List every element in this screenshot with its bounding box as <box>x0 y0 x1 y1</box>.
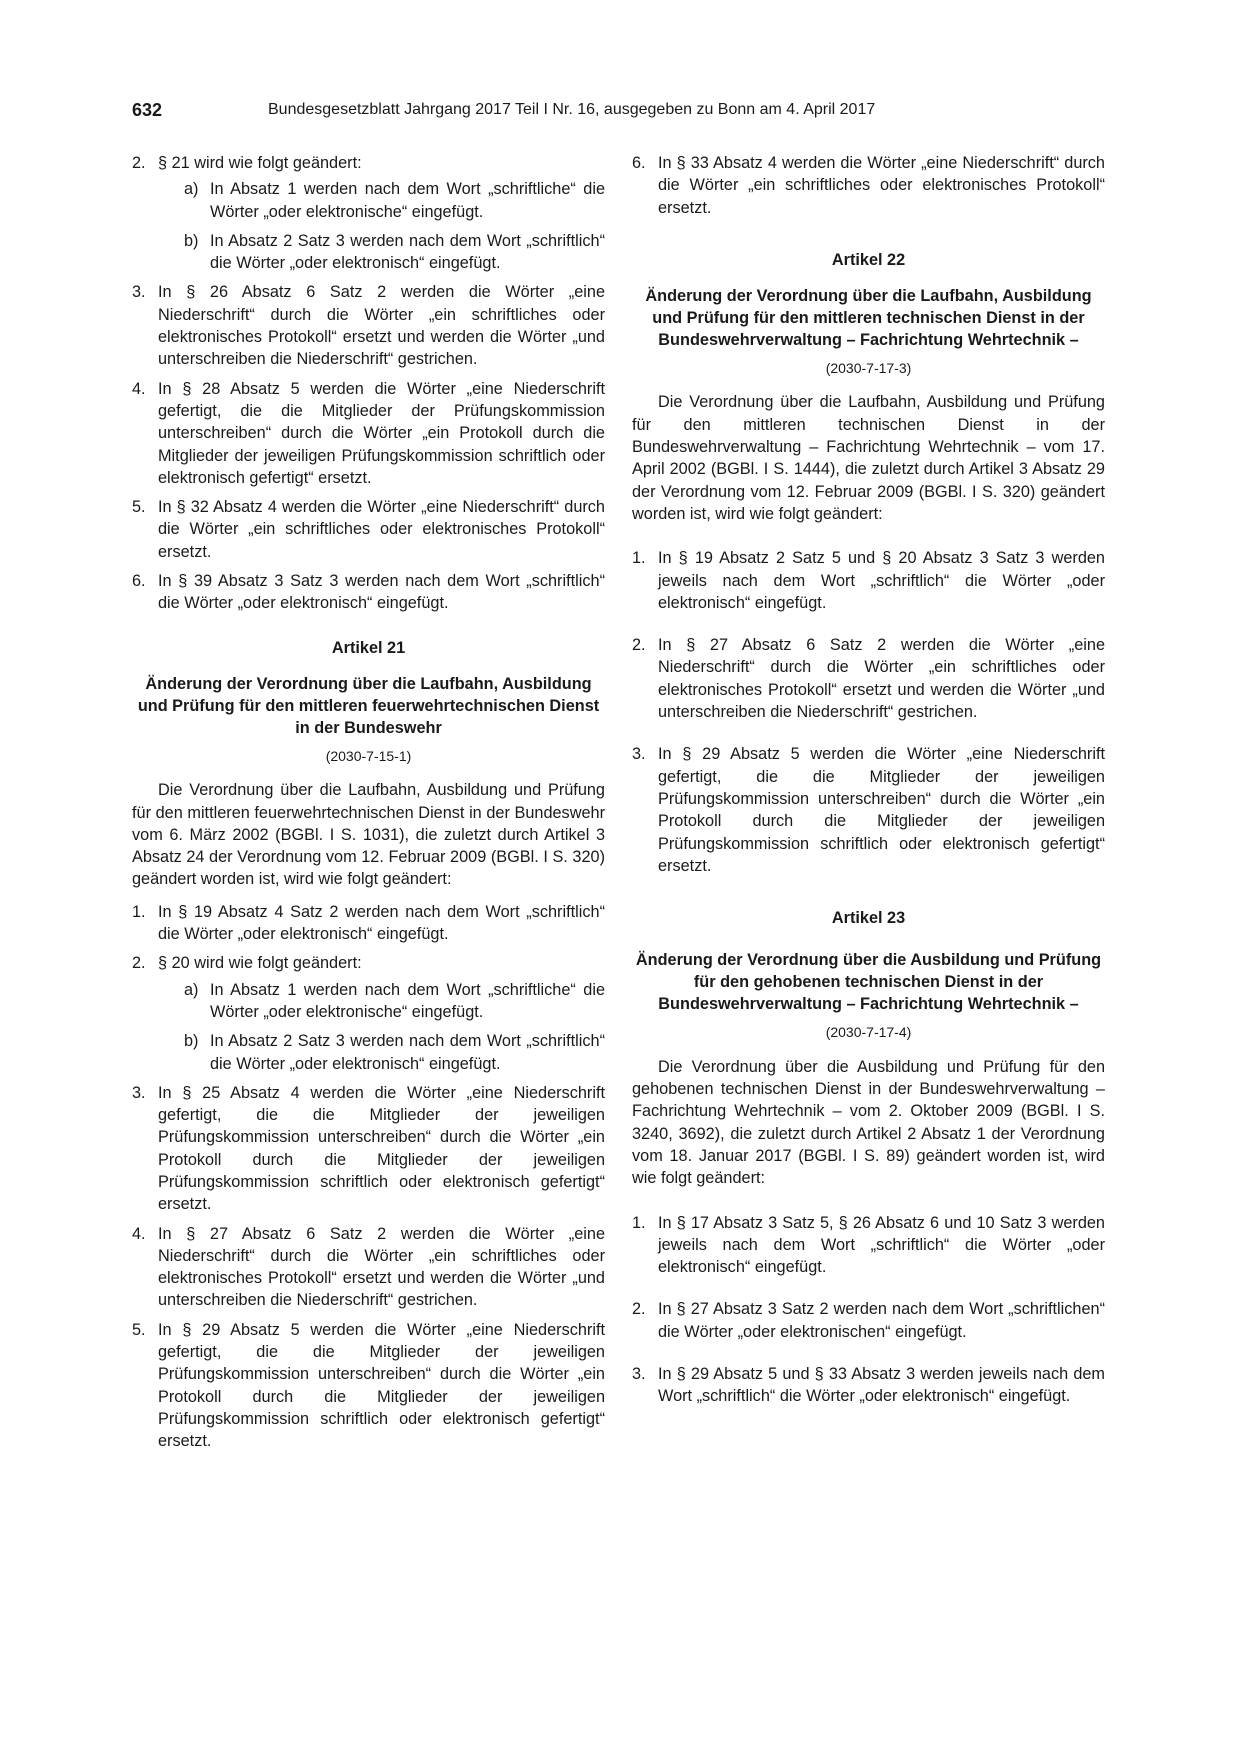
item-text: In § 39 Absatz 3 Satz 3 werden nach dem Wort „schriftlich“ die Wörter „oder elektronisch“ eingefügt. <box>158 572 605 613</box>
article-heading: Änderung der Verordnung über die Laufbahn, Ausbildung und Prüfung für den mittleren feuerwehrtechnischen Dienst in der Bundeswehr <box>137 674 600 737</box>
item-text: § 21 wird wie folgt geändert: <box>158 154 362 172</box>
item-number: 4. <box>132 379 146 398</box>
item-number: 3. <box>632 1364 646 1383</box>
article-title: Artikel 21 <box>331 638 406 657</box>
item-number: 5. <box>132 1320 146 1339</box>
item-number: 5. <box>132 498 146 517</box>
list-item <box>632 634 1105 723</box>
item-text: In § 19 Absatz 2 Satz 5 und § 20 Absatz 3 Satz 3 werden jeweils nach dem Wort „schriftlich“ die Wörter „oder elektronisch“ eingefügt. <box>658 549 1105 612</box>
fna-number: (2030-7-17-3) <box>825 360 912 377</box>
item-number: 6. <box>132 572 146 591</box>
item-number: 2. <box>132 154 146 172</box>
article-title: Artikel 22 <box>831 250 906 269</box>
sub-item-text: In Absatz 1 werden nach dem Wort „schriftliche“ die Wörter „oder elektronische“ eingefügt. <box>210 980 605 1021</box>
list-item <box>632 1363 1105 1408</box>
fna-number: (2030-7-15-1) <box>325 747 412 764</box>
item-number: 3. <box>632 745 646 764</box>
item-text: In § 29 Absatz 5 werden die Wörter „eine Niederschrift gefertigt, die die Mitglieder der jeweiligen Prüfungskommission unterschreiben“ durch die Wörter „ein Protokoll durch die Mitglieder der jeweiligen Prüfungskommission schriftlich oder elektronisch gefertigt“ ersetzt. <box>158 1320 605 1451</box>
list-item <box>132 496 605 563</box>
item-number: 2. <box>632 636 646 655</box>
right-column <box>632 152 1105 1415</box>
item-text: In § 27 Absatz 3 Satz 2 werden nach dem Wort „schriftlichen“ die Wörter „oder elektronischen“ eingefügt. <box>658 1300 1105 1341</box>
list-item <box>132 1319 605 1453</box>
left-column <box>132 152 605 1460</box>
list-item <box>132 281 605 370</box>
page-number: 632 <box>132 100 163 120</box>
fna-number: (2030-7-17-4) <box>825 1024 912 1041</box>
publication-title: Bundesgesetzblatt Jahrgang 2017 Teil I Nr. 16, ausgegeben zu Bonn am 4. April 2017 <box>268 101 876 118</box>
item-text: In § 33 Absatz 4 werden die Wörter „eine Niederschrift“ durch die Wörter „ein schriftliches oder elektronisches Protokoll“ ersetzt. <box>658 154 1105 217</box>
item-number: 1. <box>132 902 146 921</box>
item-text: § 20 wird wie folgt geändert: <box>158 954 362 973</box>
list-item <box>632 1298 1105 1343</box>
sub-item-text: In Absatz 2 Satz 3 werden nach dem Wort „schriftlich“ die Wörter „oder elektronisch“ eingefügt. <box>210 1032 605 1073</box>
item-text: In § 28 Absatz 5 werden die Wörter „eine Niederschrift gefertigt, die die Mitglieder der Prüfungskommission unterschreiben“ durch die Wörter „ein Protokoll durch die Mitglieder der jeweiligen Prüfungskommission schriftlich oder elektronisch gefertigt“ ersetzt. <box>158 379 605 487</box>
item-number: 3. <box>132 1083 146 1102</box>
item-text: In § 29 Absatz 5 und § 33 Absatz 3 werden jeweils nach dem Wort „schriftlich“ die Wörter „oder elektronisch“ eingefügt. <box>658 1364 1105 1406</box>
article-intro: Die Verordnung über die Laufbahn, Ausbildung und Prüfung für den mittleren technischen Dienst in der Bundeswehrverwaltung – Fachrichtung Wehrtechnik – vom 17. April 2002 (BGBl. I S. 1444), die zuletzt durch Artikel 3 Absatz 29 der Verordnung vom 12. Februar 2009 (BGBl. I S. 320) geändert worden ist, wird wie folgt geändert: <box>632 393 1105 523</box>
article-intro: Die Verordnung über die Laufbahn, Ausbildung und Prüfung für den mittleren feuerwehrtechnischen Dienst in der Bundeswehr vom 6. März 2002 (BGBl. I S. 1031), die zuletzt durch Artikel 3 Absatz 24 der Verordnung vom 12. Februar 2009 (BGBl. I S. 320) geändert worden ist, wird wie folgt geändert: <box>132 781 605 889</box>
list-item <box>132 152 605 274</box>
list-item <box>132 952 605 1074</box>
sub-item-text: In Absatz 1 werden nach dem Wort „schriftliche“ die Wörter „oder elektronische“ eingefügt. <box>210 180 605 221</box>
sub-item-letter: a) <box>184 980 199 999</box>
list-item <box>132 570 605 615</box>
sub-item <box>184 979 605 1024</box>
sub-item <box>184 230 605 275</box>
page-header <box>0 100 1241 124</box>
item-text: In § 17 Absatz 3 Satz 5, § 26 Absatz 6 und 10 Satz 3 werden jeweils nach dem Wort „schriftlich“ die Wörter „oder elektronisch“ eingefügt. <box>658 1213 1105 1277</box>
item-text: In § 25 Absatz 4 werden die Wörter „eine Niederschrift gefertigt, die die Mitglieder der jeweiligen Prüfungskommission unterschreiben“ durch die Wörter „ein Protokoll durch die Mitglieder der jeweiligen Prüfungskommission schriftlich oder elektronisch gefertigt“ ersetzt. <box>158 1083 605 1214</box>
list-item <box>132 1082 605 1216</box>
item-number: 3. <box>132 283 146 302</box>
sub-item-letter: b) <box>184 1032 199 1051</box>
sub-item <box>184 178 605 223</box>
item-text: In § 19 Absatz 4 Satz 2 werden nach dem Wort „schriftlich“ die Wörter „oder elektronisch“ eingefügt. <box>158 902 605 944</box>
article-heading: Änderung der Verordnung über die Laufbahn, Ausbildung und Prüfung für den mittleren technischen Dienst in der Bundeswehrverwaltung – Fachrichtung Wehrtechnik – <box>645 287 1092 350</box>
item-number: 2. <box>132 954 146 973</box>
item-text: In § 27 Absatz 6 Satz 2 werden die Wörter „eine Niederschrift“ durch die Wörter „ein schriftliches oder elektronisches Protokoll“ ersetzt und werden die Wörter „und unterschreiben die Niederschrift“ gestrichen. <box>658 636 1105 722</box>
article-intro: Die Verordnung über die Ausbildung und Prüfung für den gehobenen technischen Dienst in der Bundeswehrverwaltung – Fachrichtung Wehrtechnik – vom 2. Oktober 2009 (BGBl. I S. 3240, 3692), die zuletzt durch Artikel 2 Absatz 1 der Verordnung vom 18. Januar 2017 (BGBl. I S. 89) geändert worden ist, wird wie folgt geändert: <box>632 1057 1105 1188</box>
article-title: Artikel 23 <box>831 909 906 928</box>
list-item <box>632 547 1105 614</box>
sub-item-letter: b) <box>184 231 199 250</box>
sub-item-letter: a) <box>184 180 199 199</box>
item-number: 1. <box>632 549 646 568</box>
list-item <box>132 901 605 946</box>
item-text: In § 26 Absatz 6 Satz 2 werden die Wörter „eine Niederschrift“ durch die Wörter „ein schriftliches oder elektronisches Protokoll“ ersetzt und werden die Wörter „und unterschreiben die Niederschrift“ gestrichen. <box>158 283 605 369</box>
item-text: In § 32 Absatz 4 werden die Wörter „eine Niederschrift“ durch die Wörter „ein schriftliches oder elektronisches Protokoll“ ersetzt. <box>158 498 605 561</box>
list-item <box>632 1212 1105 1279</box>
item-text: In § 29 Absatz 5 werden die Wörter „eine Niederschrift gefertigt, die die Mitglieder der jeweiligen Prüfungskommission unterschreiben“ durch die Wörter „ein Protokoll durch die Mitglieder der jeweiligen Prüfungskommission schriftlich oder elektronisch gefertigt“ ersetzt. <box>658 745 1105 875</box>
item-number: 6. <box>632 154 646 172</box>
list-item <box>632 152 1105 219</box>
item-number: 1. <box>632 1213 646 1232</box>
list-item <box>132 378 605 489</box>
item-text: In § 27 Absatz 6 Satz 2 werden die Wörter „eine Niederschrift“ durch die Wörter „ein schriftliches oder elektronisches Protokoll“ ersetzt und werden die Wörter „und unterschreiben die Niederschrift“ gestrichen. <box>158 1224 605 1310</box>
list-item <box>632 743 1105 877</box>
sub-item <box>184 1030 605 1075</box>
item-number: 2. <box>632 1300 646 1319</box>
article-heading: Änderung der Verordnung über die Ausbildung und Prüfung für den gehobenen technischen Dienst in der Bundeswehrverwaltung – Fachrichtung Wehrtechnik – <box>635 951 1102 1014</box>
list-item <box>132 1223 605 1312</box>
item-number: 4. <box>132 1224 146 1243</box>
sub-item-text: In Absatz 2 Satz 3 werden nach dem Wort „schriftlich“ die Wörter „oder elektronisch“ eingefügt. <box>210 231 605 273</box>
